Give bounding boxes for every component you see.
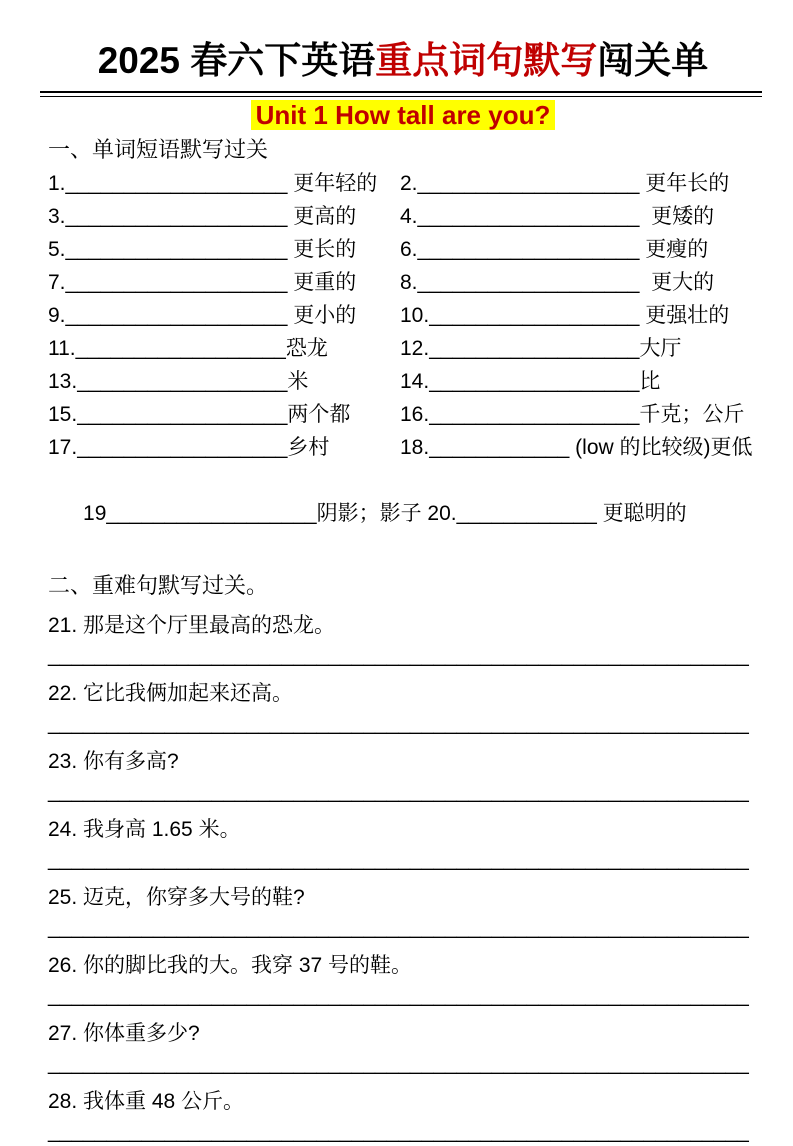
sentence-text-24: 24. 我身高 1.65 米。 [48, 818, 241, 841]
answer-line-24: ____________________________________________________________ [48, 848, 749, 871]
sentence-text-26: 26. 你的脚比我的大。我穿 37 号的鞋。 [48, 954, 413, 977]
section1-heading: 一、单词短语默写过关 [48, 137, 269, 162]
word-item-17: 17.__________________乡村 [48, 436, 330, 459]
word-item-16: 16.__________________千克；公斤 [400, 403, 745, 426]
answer-line-25: ____________________________________________________________ [48, 916, 749, 939]
word-row-19-20 [48, 464, 758, 563]
word-item-13: 13.__________________米 [48, 370, 309, 393]
answer-line-21: ____________________________________________________________ [48, 644, 749, 667]
word-item-1: 1.___________________ 更年轻的 [48, 172, 378, 195]
word-row-17-18 [48, 431, 758, 464]
word-item-5: 5.___________________ 更长的 [48, 238, 357, 261]
sentence-text-27: 27. 你体重多少? [48, 1022, 200, 1045]
unit-heading-row [48, 100, 758, 130]
sentence-text-21: 21. 那是这个厅里最高的恐龙。 [48, 614, 336, 637]
title-part-black-1: 2025 春六下英语 [97, 40, 376, 81]
word-item-9: 9.___________________ 更小的 [48, 304, 357, 327]
section2-heading: 二、重难句默写过关。 [48, 573, 269, 598]
word-item-12: 12.__________________大厅 [400, 337, 682, 360]
title-part-red: 重点词句默写 [375, 40, 598, 81]
word-item-18: 18.____________ (low 的比较级)更低 [400, 436, 753, 459]
word-list [48, 167, 758, 563]
word-row-15-16 [48, 398, 758, 431]
sentence-list [48, 611, 758, 1146]
word-row-5-6 [48, 233, 758, 266]
word-row-3-4 [48, 200, 758, 233]
answer-line-27: ____________________________________________________________ [48, 1052, 749, 1075]
answer-line-22: ____________________________________________________________ [48, 712, 749, 735]
word-item-11: 11.__________________恐龙 [48, 337, 328, 360]
word-row-11-12 [48, 332, 758, 365]
word-row-9-10 [48, 299, 758, 332]
answer-line-28: ____________________________________________________________ [48, 1120, 749, 1143]
word-item-2: 2.___________________ 更年长的 [400, 172, 730, 195]
word-item-6: 6.___________________ 更瘦的 [400, 238, 709, 261]
word-item-8: 8.___________________ 更大的 [400, 271, 715, 294]
title-double-rule [40, 91, 762, 97]
word-item-7: 7.___________________ 更重的 [48, 271, 357, 294]
word-item-15: 15.__________________两个都 [48, 403, 351, 426]
title-part-black-2: 闯关单 [597, 40, 709, 81]
sentence-text-25: 25. 迈克，你穿多大号的鞋? [48, 886, 305, 909]
word-item-3: 3.___________________ 更高的 [48, 205, 357, 228]
word-item-14: 14.__________________比 [400, 370, 661, 393]
word-item-10: 10.__________________ 更强壮的 [400, 304, 730, 327]
sentence-text-28: 28. 我体重 48 公斤。 [48, 1090, 245, 1113]
word-row-1-2 [48, 167, 758, 200]
answer-line-23: ____________________________________________________________ [48, 780, 749, 803]
answer-line-26: ____________________________________________________________ [48, 984, 749, 1007]
sentence-text-23: 23. 你有多高? [48, 750, 179, 773]
unit-heading-highlight: Unit 1 How tall are you? [251, 100, 556, 130]
sentence-text-22: 22. 它比我俩加起来还高。 [48, 682, 294, 705]
word-item-19-20: 19__________________阴影；影子 20.____________ 更聪明的 [83, 502, 687, 525]
page-title [48, 38, 758, 84]
word-item-4: 4.___________________ 更矮的 [400, 205, 715, 228]
word-row-13-14 [48, 365, 758, 398]
word-row-7-8 [48, 266, 758, 299]
